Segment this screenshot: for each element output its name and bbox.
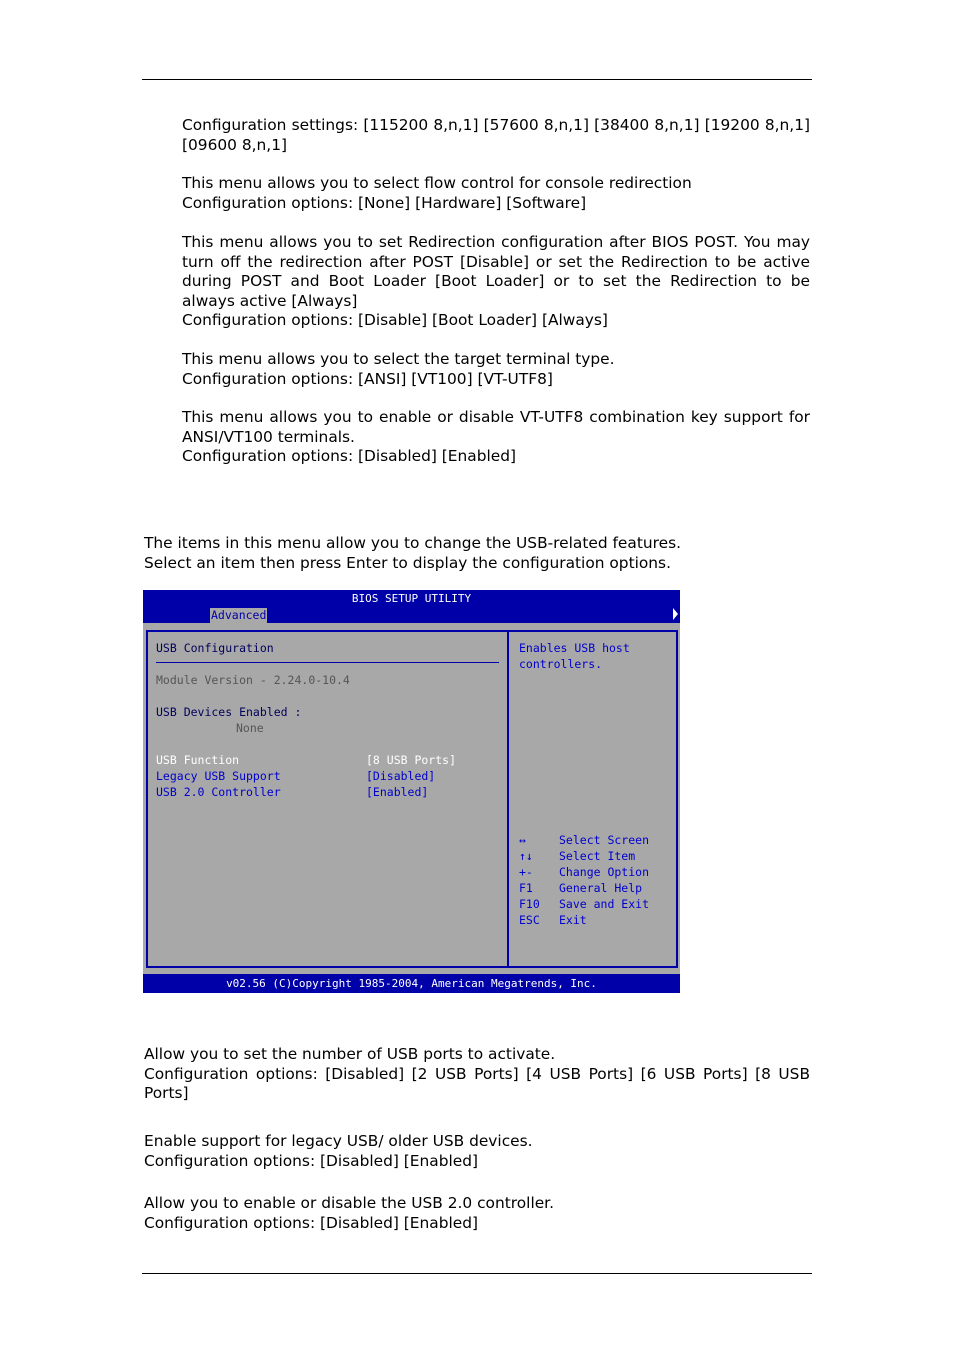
key-general-help: F1 <box>519 881 533 895</box>
usb-function-desc: Allow you to set the number of USB ports to activate. <box>144 1045 556 1063</box>
key-select-item-action: Select Item <box>559 849 636 863</box>
usb20-controller-value[interactable]: [Enabled] <box>366 785 429 799</box>
key-exit: ESC <box>519 913 540 927</box>
vt-utf8-desc: This menu allows you to enable or disable VT-UTF8 combination key support for ANSI/VT100 terminals. <box>182 408 810 446</box>
redirection-after-post-desc: This menu allows you to set Redirection configuration after BIOS POST. You may turn off the redirection after POST [Disable] or set the Redirection to be active during POST and Boot Loader [Boot Loader] or to set the Redirection to be always active [Always] <box>182 233 810 310</box>
bios-menu-bar <box>143 607 680 623</box>
terminal-type-block <box>182 350 810 389</box>
usb20-desc: Allow you to enable or disable the USB 2.0 controller. <box>144 1194 554 1212</box>
redirection-after-post-options: Configuration options: [Disable] [Boot Loader] [Always] <box>182 311 608 329</box>
key-change-option-action: Change Option <box>559 865 650 879</box>
usb-function-options: Configuration options: [Disabled] [2 USB Ports] [4 USB Ports] [6 USB Ports] [8 USB Ports] <box>144 1064 810 1102</box>
key-save-exit-action: Save and Exit <box>559 897 650 911</box>
legacy-usb-support-value[interactable]: [Disabled] <box>366 769 436 783</box>
bios-footer: v02.56 (C)Copyright 1985-2004, American Megatrends, Inc. <box>143 974 680 993</box>
bios-module-version: Module Version - 2.24.0-10.4 <box>156 673 350 687</box>
terminal-type-options: Configuration options: [ANSI] [VT100] [VT-UTF8] <box>182 369 553 388</box>
key-select-item-icon: ↑↓ <box>519 849 533 863</box>
flow-control-options: Configuration options: [None] [Hardware] [Software] <box>182 193 587 212</box>
flow-control-desc: This menu allows you to select flow control for console redirection <box>182 174 692 192</box>
menu-right-arrow-icon <box>673 608 678 620</box>
usb-function-label[interactable]: USB Function <box>156 753 240 767</box>
bios-title: BIOS SETUP UTILITY <box>143 590 680 607</box>
usb-intro <box>144 534 810 573</box>
legacy-usb-block <box>144 1132 810 1171</box>
terminal-type-desc: This menu allows you to select the target terminal type. <box>182 350 615 368</box>
bios-help-line1: Enables USB host <box>519 641 630 655</box>
redirection-after-post-block <box>182 233 810 331</box>
usb-intro-line1: The items in this menu allow you to change the USB-related features. <box>144 534 681 552</box>
usb-intro-line2: Select an item then press Enter to display the configuration options. <box>144 553 671 572</box>
key-exit-action: Exit <box>559 913 587 927</box>
usb20-options: Configuration options: [Disabled] [Enabled] <box>144 1213 478 1232</box>
key-general-help-action: General Help <box>559 881 643 895</box>
footer-rule <box>142 1273 812 1274</box>
bios-section-title: USB Configuration <box>156 641 274 655</box>
legacy-usb-support-label[interactable]: Legacy USB Support <box>156 769 281 783</box>
vt-utf8-options: Configuration options: [Disabled] [Enabled] <box>182 447 516 465</box>
legacy-usb-options: Configuration options: [Disabled] [Enabled] <box>144 1151 478 1170</box>
usb-function-block <box>144 1045 810 1104</box>
vt-utf8-block <box>182 408 810 467</box>
key-change-option: +- <box>519 865 533 879</box>
bios-devices-label: USB Devices Enabled : <box>156 705 302 719</box>
bios-panel-divider <box>507 630 509 968</box>
key-save-exit: F10 <box>519 897 540 911</box>
legacy-usb-desc: Enable support for legacy USB/ older USB devices. <box>144 1132 533 1150</box>
key-select-screen-action: Select Screen <box>559 833 650 847</box>
bios-devices-value: None <box>236 721 264 735</box>
key-select-screen-icon: ↔ <box>519 833 526 847</box>
flow-control-block <box>182 174 810 213</box>
bios-help-line2: controllers. <box>519 657 603 671</box>
bios-screenshot <box>143 590 680 993</box>
bios-section-rule <box>156 662 499 663</box>
usb20-controller-label[interactable]: USB 2.0 Controller <box>156 785 281 799</box>
tab-advanced[interactable]: Advanced <box>211 608 267 622</box>
usb-function-value[interactable]: [8 USB Ports] <box>366 753 457 767</box>
usb20-block <box>144 1194 810 1233</box>
baud-options-text: Configuration settings: [115200 8,n,1] [57600 8,n,1] [38400 8,n,1] [19200 8,n,1] [09600 8,n,1] <box>182 116 810 154</box>
header-rule <box>142 79 812 80</box>
